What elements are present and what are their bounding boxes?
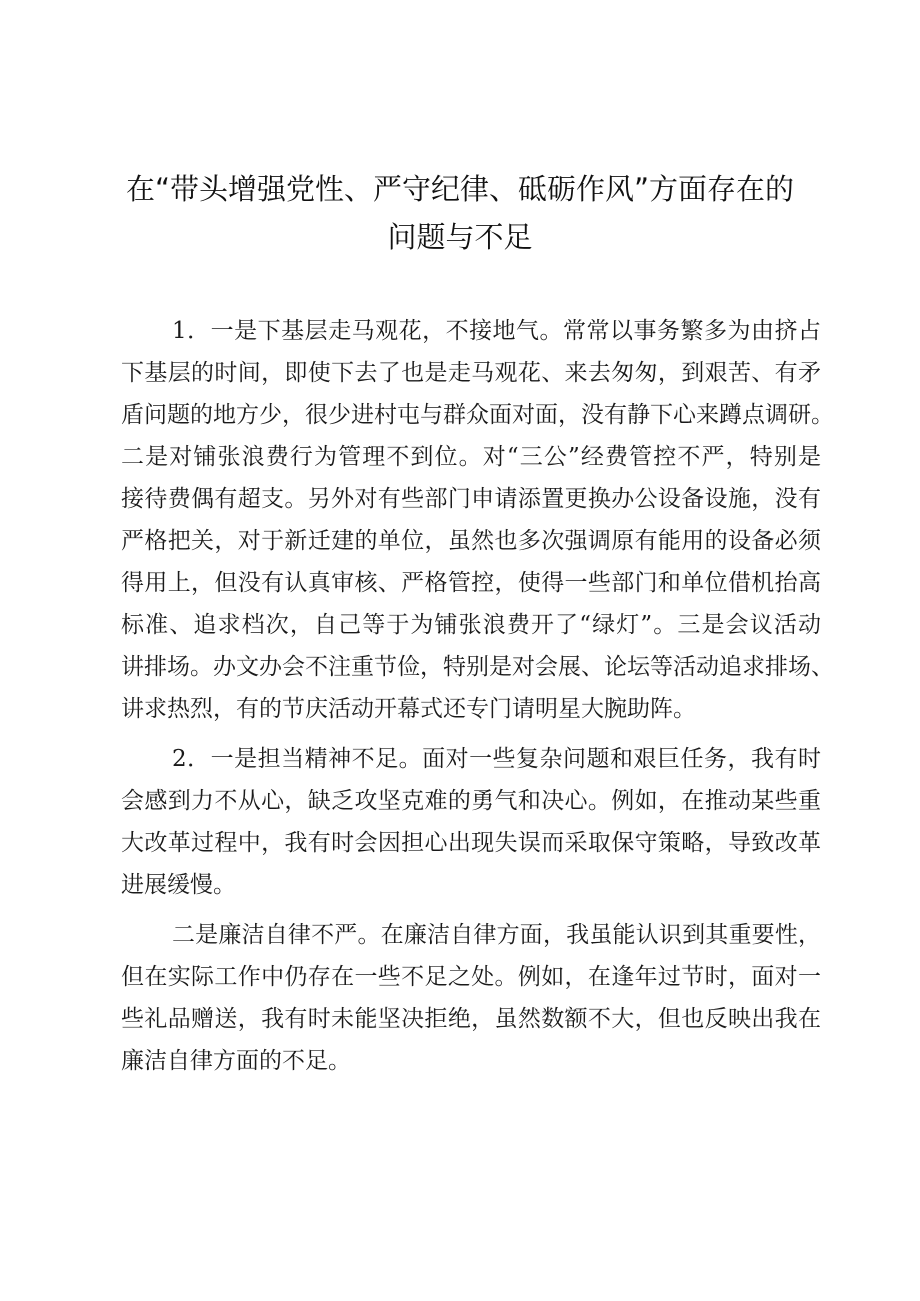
paragraph-line: 廉洁自律方面的不足。	[121, 1048, 351, 1074]
paragraph-line: 严格把关，对于新迁建的单位，虽然也多次强调原有能用的设备必须	[121, 528, 821, 554]
paragraph-line: 讲求热烈，有的节庆活动开幕式还专门请明星大腕助阵。	[121, 696, 696, 722]
document-title-line-1: 在“带头增强党性、严守纪律、砥砺作风”方面存在的	[125, 172, 795, 206]
document-title-line-2: 问题与不足	[387, 220, 533, 254]
paragraph-line: 接待费偶有超支。另外对有些部门申请添置更换办公设备设施，没有	[121, 486, 821, 512]
paragraph-line: 但在实际工作中仍存在一些不足之处。例如，在逢年过节时，面对一	[121, 964, 821, 990]
paragraph-line: 盾问题的地方少，很少进村屯与群众面对面，没有静下心来蹲点调研。	[121, 402, 834, 428]
paragraph-line: 二是对铺张浪费行为管理不到位。对“三公”经费管控不严，特别是	[121, 444, 821, 470]
paragraph-line: 下基层的时间，即使下去了也是走马观花、来去匆匆，到艰苦、有矛	[121, 360, 821, 386]
paragraph-line: 得用上，但没有认真审核、严格管控，使得一些部门和单位借机抬高	[121, 570, 821, 596]
paragraph-line: 些礼品赠送，我有时未能坚决拒绝，虽然数额不大，但也反映出我在	[121, 1006, 821, 1032]
paragraph-line: 会感到力不从心，缺乏攻坚克难的勇气和决心。例如，在推动某些重	[121, 788, 821, 814]
paragraph-line: 二是廉洁自律不严。在廉洁自律方面，我虽能认识到其重要性，	[172, 922, 821, 948]
paragraph-line: 标准、追求档次，自己等于为铺张浪费开了“绿灯”。三是会议活动	[121, 612, 821, 638]
paragraph-line: 大改革过程中，我有时会因担心出现失误而采取保守策略，导致改革	[121, 830, 821, 856]
paragraph-line: 2．一是担当精神不足。面对一些复杂问题和艰巨任务，我有时	[172, 746, 821, 772]
paragraph-line: 进展缓慢。	[121, 872, 236, 898]
paragraph-line: 讲排场。办文办会不注重节俭，特别是对会展、论坛等活动追求排场、	[121, 654, 834, 680]
paragraph-line: 1．一是下基层走马观花，不接地气。常常以事务繁多为由挤占	[172, 318, 821, 344]
